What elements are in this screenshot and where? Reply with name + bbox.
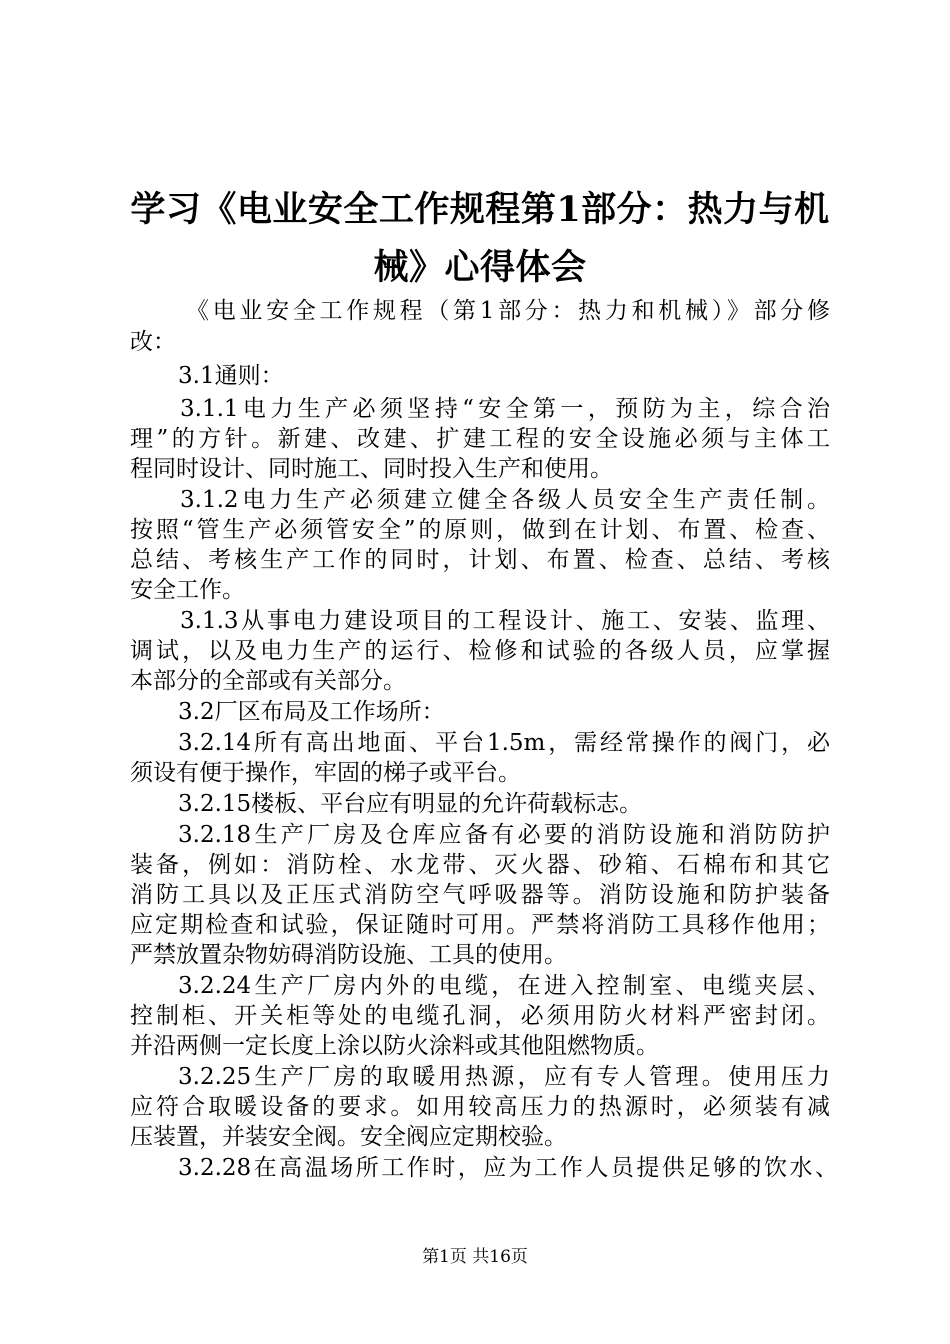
clause-3-2-18-line-2: 装备，例如：消防栓、水龙带、灭火器、砂箱、石棉布和其它 (130, 852, 830, 878)
clause-3-2-24-line-1: 3.2.24生产厂房内外的电缆，在进入控制室、电缆夹层、 (178, 973, 830, 999)
clause-3-2-18-line-5: 严禁放置杂物妨碍消防设施、工具的使用。 (130, 942, 567, 968)
clause-3-2-25-line-2: 应符合取暖设备的要求。如用较高压力的热源时，必须装有减 (130, 1094, 830, 1120)
clause-3-2-25-line-1: 3.2.25生产厂房的取暖用热源，应有专人管理。使用压力 (178, 1064, 830, 1090)
clause-3-2-14-line-2: 须设有便于操作，牢固的梯子或平台。 (130, 760, 521, 786)
clause-3-2-24-line-2: 控制柜、开关柜等处的电缆孔洞，必须用防火材料严密封闭。 (130, 1003, 830, 1029)
clause-3-1-2-line-1: 3.1.2电力生产必须建立健全各级人员安全生产责任制。 (180, 487, 830, 513)
clause-3-2-18-line-1: 3.2.18生产厂房及仓库应备有必要的消防设施和消防防护 (178, 822, 830, 848)
document-title-line-2: 械》心得体会 (373, 247, 587, 288)
clause-3-2-25-line-3: 压装置，并装安全阀。安全阀应定期校验。 (130, 1124, 567, 1150)
clause-3-2-18-line-3: 消防工具以及正压式消防空气呼吸器等。消防设施和防护装备 (130, 882, 830, 908)
clause-3-1-2-line-4: 安全工作。 (130, 577, 245, 603)
paragraph-intro-line-1: 《电业安全工作规程（第1部分：热力和机械）》部分修 (186, 298, 830, 324)
clause-3-1-1-line-3: 程同时设计、同时施工、同时投入生产和使用。 (130, 456, 613, 482)
clause-3-1-2-line-2: 按照“管生产必须管安全”的原则，做到在计划、布置、检查、 (130, 517, 830, 543)
clause-3-1-1-line-2: 理”的方针。新建、改建、扩建工程的安全设施必须与主体工 (130, 426, 830, 452)
paragraph-intro-line-2: 改： (130, 329, 176, 355)
clause-3-1-3-line-3: 本部分的全部或有关部分。 (130, 668, 406, 694)
clause-3-2-18-line-4: 应定期检查和试验，保证随时可用。严禁将消防工具移作他用； (130, 912, 830, 938)
clause-3-1-1-line-1: 3.1.1电力生产必须坚持“安全第一，预防为主，综合治 (180, 396, 830, 422)
section-heading-3-2: 3.2厂区布局及工作场所： (178, 699, 445, 725)
clause-3-2-14-line-1: 3.2.14所有高出地面、平台1.5m，需经常操作的阀门，必 (178, 730, 830, 756)
clause-3-2-28-line-1: 3.2.28在高温场所工作时，应为工作人员提供足够的饮水、 (178, 1155, 838, 1181)
clause-3-1-2-line-3: 总结、考核生产工作的同时，计划、布置、检查、总结、考核 (130, 547, 830, 573)
document-title-line-1: 学习《电业安全工作规程第1部分：热力与机 (130, 189, 830, 230)
clause-3-2-15: 3.2.15楼板、平台应有明显的允许荷载标志。 (178, 791, 643, 817)
clause-3-2-24-line-3: 并沿两侧一定长度上涂以防火涂料或其他阻燃物质。 (130, 1033, 659, 1059)
clause-3-1-3-line-2: 调试，以及电力生产的运行、检修和试验的各级人员，应掌握 (130, 638, 830, 664)
section-heading-3-1: 3.1通则： (178, 363, 284, 389)
clause-3-1-3-line-1: 3.1.3从事电力建设项目的工程设计、施工、安装、监理、 (180, 608, 830, 634)
page-number-footer: 第1页 共16页 (422, 1247, 528, 1267)
